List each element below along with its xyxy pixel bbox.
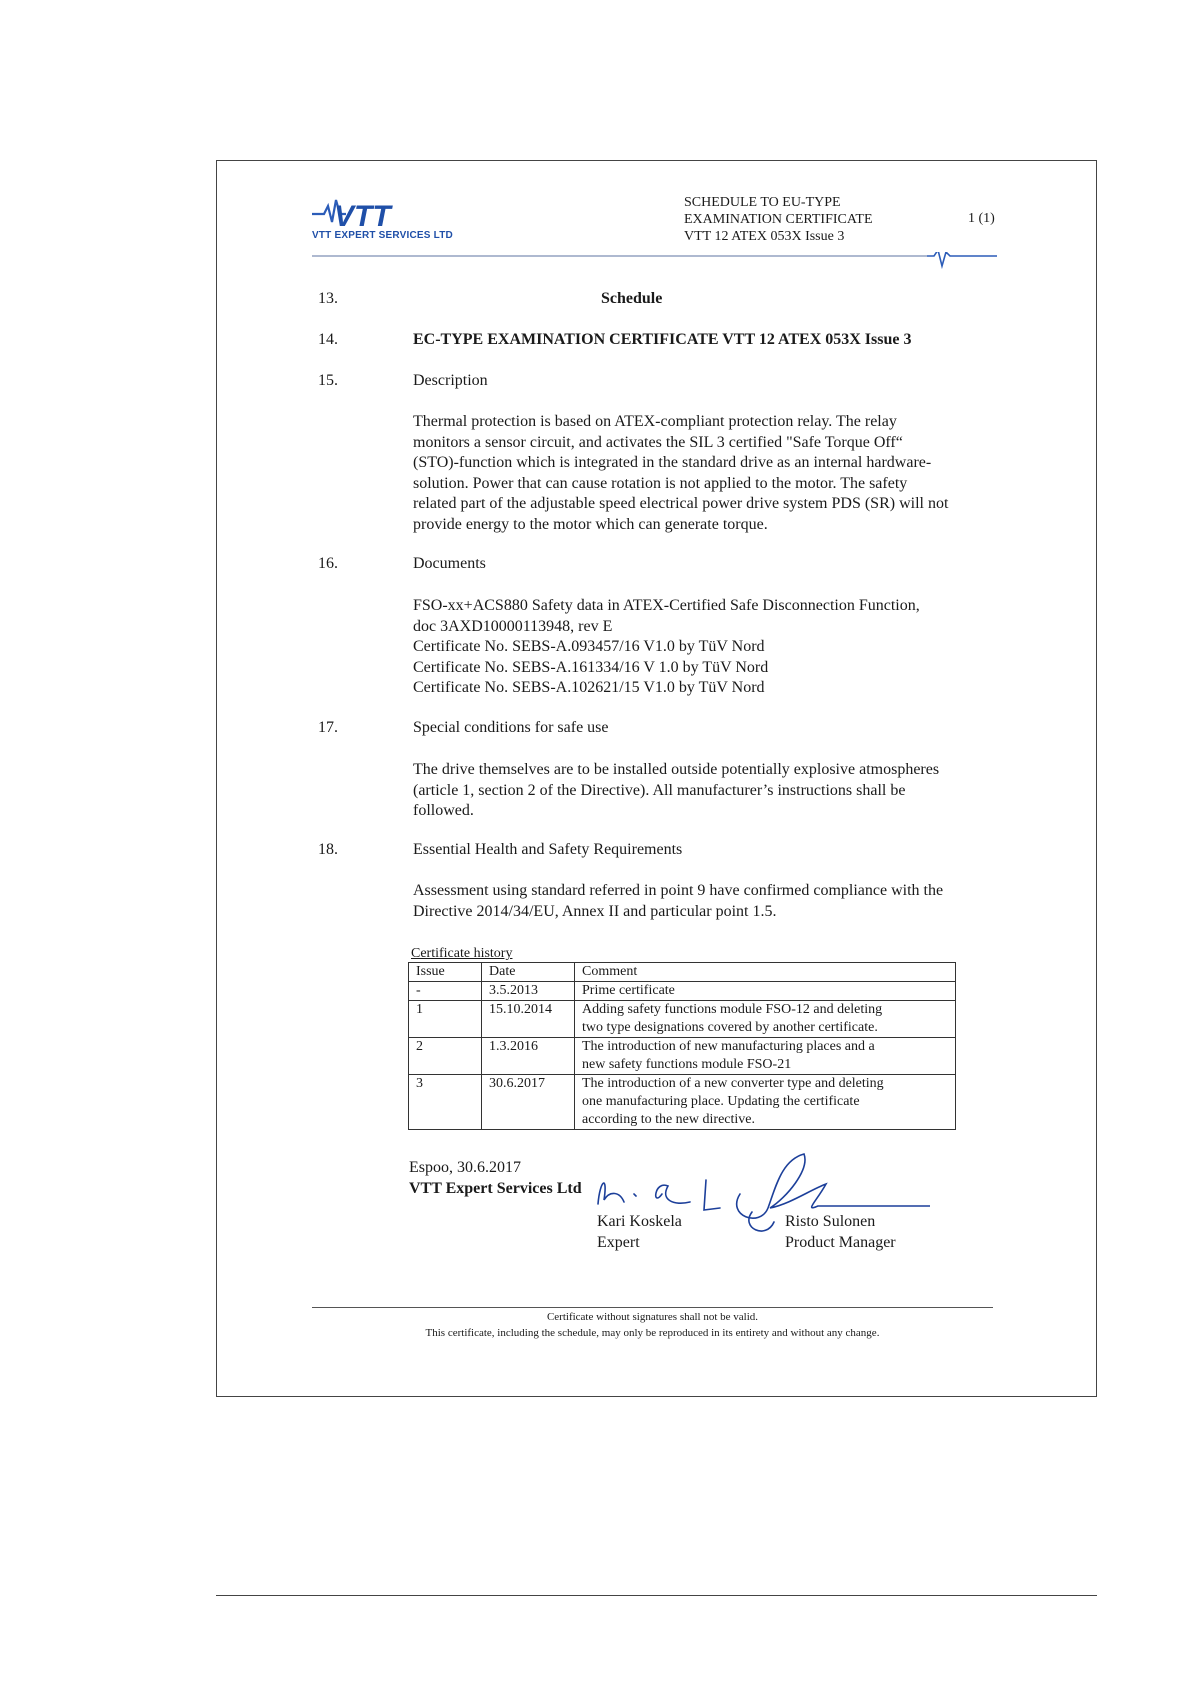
section-16-number: 16. [318,555,338,572]
date-cell: 3.5.2013 [482,982,575,1001]
section-17-title: Special conditions for safe use [413,719,609,736]
certificate-title: EC-TYPE EXAMINATION CERTIFICATE VTT 12 ATEX 053X Issue 3 [413,331,912,348]
text-line: related part of the adjustable speed electrical power drive system PDS (SR) will not [413,495,949,513]
comment-line: Prime certificate [582,983,675,998]
documents-list [413,596,1003,699]
column-header: Comment [575,963,956,982]
comment-line: two type designations covered by another certificate. [582,1020,878,1035]
signature-sulonen [737,1154,930,1218]
text-line: (STO)-function which is integrated in the standard drive as an internal hardware- [413,454,932,472]
header-rule [312,252,997,270]
signer-sulonen [785,1211,896,1253]
description-paragraph [413,412,1003,536]
table-row [409,1075,956,1130]
page-bottom-rule [216,1595,1097,1596]
signer-role: Product Manager [785,1234,896,1251]
date-cell: 15.10.2014 [482,1001,575,1038]
comment-cell [575,1001,956,1038]
issuing-company: VTT Expert Services Ltd [409,1180,582,1197]
doc-type-line1: SCHEDULE TO EU-TYPE [684,195,841,210]
signature-sulonen-loop [749,1212,774,1231]
section-16-title: Documents [413,555,486,572]
section-18-number: 18. [318,841,338,858]
signer-role: Expert [597,1234,640,1251]
text-line: solution. Power that can cause rotation is not applied to the motor. The safety [413,474,908,492]
issue-cell: 1 [409,1001,482,1038]
text-line: The drive themselves are to be installed outside potentially explosive atmospheres [413,761,940,778]
issue-cell: 3 [409,1075,482,1130]
footer-validity-note: Certificate without signatures shall not be valid. [546,1311,759,1323]
company-tag: VTT EXPERT SERVICES LTD [312,230,453,241]
section-17-number: 17. [318,719,338,736]
comment-line: according to the new directive. [582,1112,755,1127]
text-line: doc 3AXD10000113948, rev E [413,617,613,635]
doc-type-line2: EXAMINATION CERTIFICATE [684,212,873,227]
section-15-title: Description [413,372,488,389]
text-line: followed. [413,802,474,820]
text-line: (article 1, section 2 of the Directive). All manufacturer’s instructions shall be [413,781,906,799]
logo-text: VTT [334,200,391,233]
text-line: Thermal protection is based on ATEX-compliant protection relay. The relay [413,413,897,430]
text-line: Certificate No. SEBS-A.161334/16 V 1.0 by TüV Nord [413,658,769,676]
comment-cell [575,982,956,1001]
date-cell: 1.3.2016 [482,1038,575,1075]
text-line: Assessment using standard referred in point 9 have confirmed compliance with the [413,882,944,899]
column-header: Date [482,963,575,982]
doc-reference: VTT 12 ATEX 053X Issue 3 [684,229,845,244]
schedule-heading: Schedule [601,290,663,307]
footer-reproduction-note: This certificate, including the schedule, may only be reproduced in its entirety and without any change. [425,1327,880,1339]
text-line: Certificate No. SEBS-A.093457/16 V1.0 by TüV Nord [413,638,765,656]
signature-koskela-2 [656,1180,720,1210]
text-line: Directive 2014/34/EU, Annex II and particular point 1.5. [413,902,777,920]
signer-name: Risto Sulonen [785,1213,876,1230]
comment-line: The introduction of new manufacturing places and a [582,1039,875,1054]
signer-name: Kari Koskela [597,1213,682,1230]
text-line: Certificate No. SEBS-A.102621/15 V1.0 by TüV Nord [413,679,765,697]
date-cell: 30.6.2017 [482,1075,575,1130]
section-13-number: 13. [318,290,338,307]
table-header-row [409,963,956,982]
special-conditions-paragraph [413,760,1003,822]
section-15-number: 15. [318,372,338,389]
table-row [409,1038,956,1075]
place-date: Espoo, 30.6.2017 [409,1159,521,1176]
footer-rule [312,1307,993,1308]
table-row [409,1001,956,1038]
comment-line: one manufacturing place. Updating the certificate [582,1094,860,1109]
signature-koskela [598,1183,636,1204]
column-header: Issue [409,963,482,982]
comment-line: The introduction of a new converter type and deleting [582,1076,884,1091]
document-header [684,194,873,245]
page-number: 1 (1) [968,211,995,226]
comment-line: Adding safety functions module FSO-12 and deleting [582,1002,883,1017]
section-18-title: Essential Health and Safety Requirements [413,841,683,858]
certificate-history-table [408,962,956,1130]
text-line: provide energy to the motor which can generate torque. [413,515,768,533]
requirements-paragraph [413,881,1003,922]
issue-cell: - [409,982,482,1001]
text-line: FSO-xx+ACS880 Safety data in ATEX-Certified Safe Disconnection Function, [413,597,920,614]
certificate-history-title: Certificate history [411,946,513,961]
signer-koskela [597,1211,682,1253]
comment-line: new safety functions module FSO-21 [582,1057,792,1072]
section-14-number: 14. [318,331,338,348]
comment-cell [575,1038,956,1075]
text-line: monitors a sensor circuit, and activates the SIL 3 certified "Safe Torque Off“ [413,433,903,451]
issue-cell: 2 [409,1038,482,1075]
table-row [409,982,956,1001]
comment-cell [575,1075,956,1130]
